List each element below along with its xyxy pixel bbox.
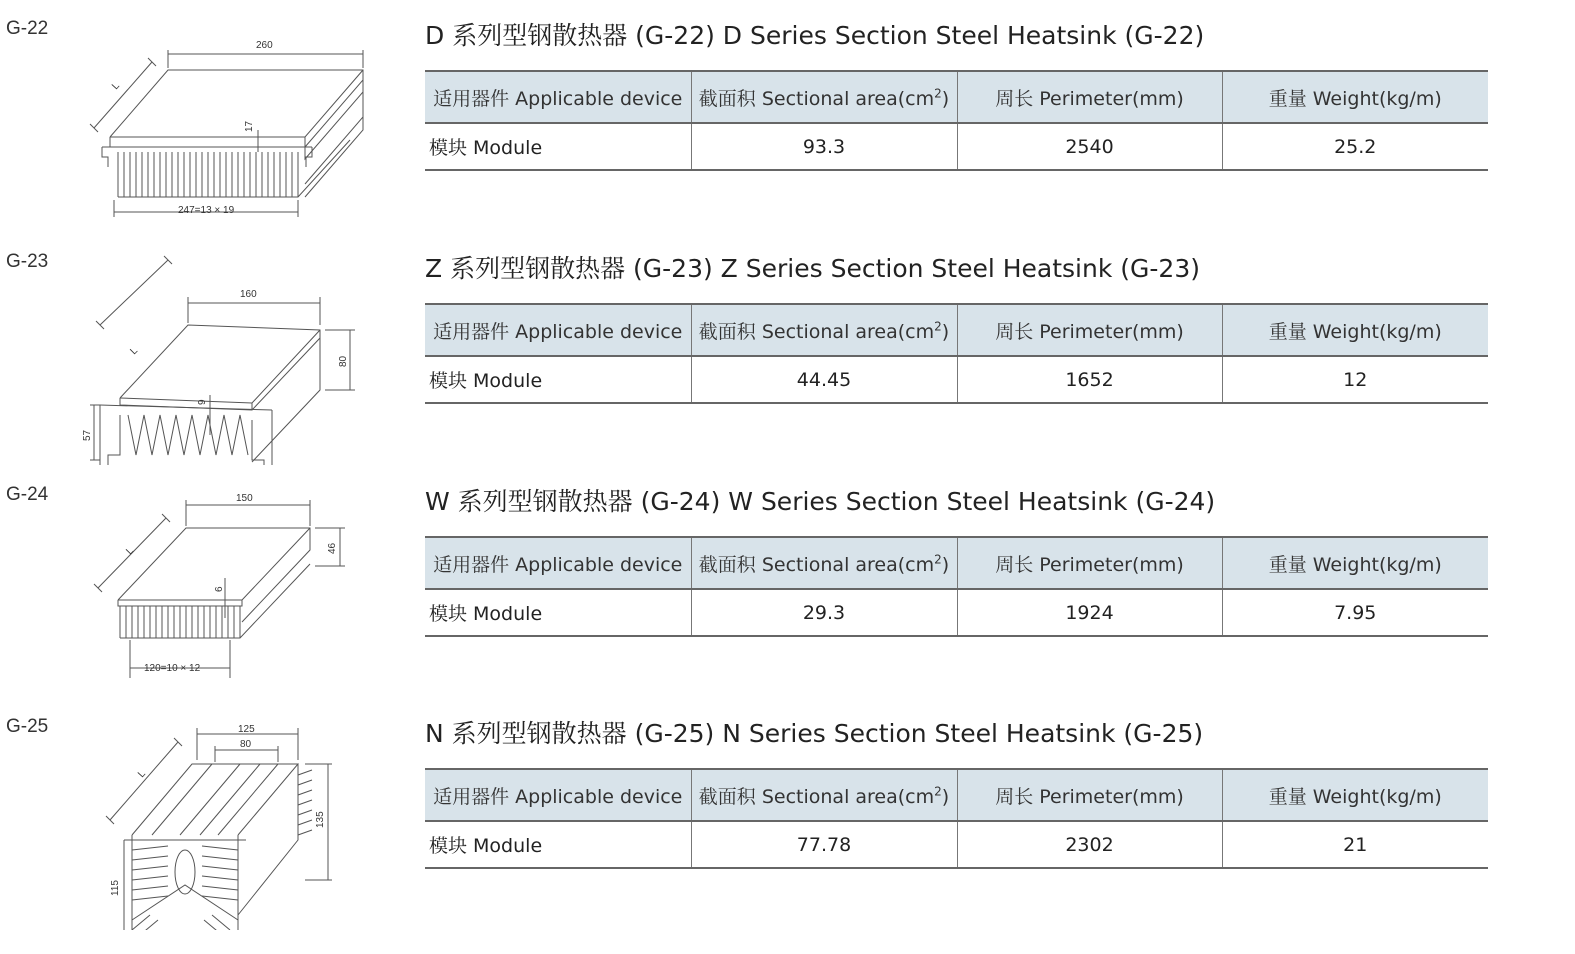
product-g25 xyxy=(0,698,1575,954)
dim-height: 46 xyxy=(327,542,338,554)
dim-base: 120=10 × 12 xyxy=(144,663,201,674)
cell-perimeter: 2540 xyxy=(957,123,1222,170)
dim-depth: L xyxy=(128,345,141,358)
dim-base: 247=13 × 19 xyxy=(178,205,235,216)
product-g22 xyxy=(0,0,1575,232)
header-device: 适用器件 Applicable device xyxy=(425,71,691,123)
dim-height: 80 xyxy=(338,355,349,367)
table-row xyxy=(425,821,1488,868)
product-g24 xyxy=(0,466,1575,698)
spec-table xyxy=(425,303,1488,404)
table-header-row xyxy=(425,304,1488,356)
cell-device: 模块 Module xyxy=(425,589,691,636)
dim-width: 160 xyxy=(240,289,257,300)
header-device: 适用器件 Applicable device xyxy=(425,537,691,589)
cell-perimeter: 1924 xyxy=(957,589,1222,636)
cell-area: 44.45 xyxy=(691,356,957,403)
dim-depth: L xyxy=(124,545,137,558)
dim-fin: 6 xyxy=(214,586,225,592)
dim-fin: 9 xyxy=(197,399,208,405)
table-row xyxy=(425,356,1488,403)
dim-fin: 17 xyxy=(244,120,255,132)
product-title: Z 系列型钢散热器 (G-23) Z Series Section Steel Heatsink (G-23) xyxy=(425,254,1200,283)
spec-table xyxy=(425,536,1488,637)
header-weight: 重量 Weight(kg/m) xyxy=(1222,769,1488,821)
dim-depth: L xyxy=(110,80,122,93)
cell-weight: 7.95 xyxy=(1222,589,1488,636)
dim-side: 115 xyxy=(110,880,121,896)
spec-table xyxy=(425,768,1488,869)
header-weight: 重量 Weight(kg/m) xyxy=(1222,71,1488,123)
spec-table xyxy=(425,70,1488,171)
header-perimeter: 周长 Perimeter(mm) xyxy=(957,71,1222,123)
header-perimeter: 周长 Perimeter(mm) xyxy=(957,769,1222,821)
dim-side: 57 xyxy=(82,429,93,441)
heatsink-drawing-g25 xyxy=(80,720,380,930)
product-title: D 系列型钢散热器 (G-22) D Series Section Steel Heatsink (G-22) xyxy=(425,21,1205,50)
product-code: G-25 xyxy=(6,716,49,737)
table-header-row xyxy=(425,71,1488,123)
heatsink-g25-diagram xyxy=(80,720,380,930)
heatsink-drawing-g23 xyxy=(80,255,380,465)
header-area: 截面积 Sectional $area(cm^2)$ xyxy=(691,537,957,589)
cell-perimeter: 1652 xyxy=(957,356,1222,403)
heatsink-g23-diagram xyxy=(80,255,380,465)
table-row xyxy=(425,589,1488,636)
product-g23 xyxy=(0,233,1575,465)
cell-area: 93.3 xyxy=(691,123,957,170)
cell-weight: 21 xyxy=(1222,821,1488,868)
header-weight: 重量 Weight(kg/m) xyxy=(1222,304,1488,356)
cell-device: 模块 Module xyxy=(425,123,691,170)
cell-device: 模块 Module xyxy=(425,356,691,403)
product-code: G-24 xyxy=(6,484,49,505)
cell-device: 模块 Module xyxy=(425,821,691,868)
cell-area: 29.3 xyxy=(691,589,957,636)
header-area: 截面积 Sectional $area(cm^2)$ xyxy=(691,304,957,356)
dim-depth: L xyxy=(136,768,148,781)
dim-width: 150 xyxy=(236,493,253,504)
product-code: G-23 xyxy=(6,251,49,272)
cell-area: 77.78 xyxy=(691,821,957,868)
dim-width: 125 xyxy=(238,724,255,735)
dim-width: 260 xyxy=(256,40,273,51)
header-area: 截面积 Sectional $area(cm^2)$ xyxy=(691,71,957,123)
header-perimeter: 周长 Perimeter(mm) xyxy=(957,537,1222,589)
header-device: 适用器件 Applicable device xyxy=(425,304,691,356)
table-header-row xyxy=(425,537,1488,589)
dim-inner: 80 xyxy=(240,739,252,750)
heatsink-g22-diagram xyxy=(80,22,380,232)
heatsink-drawing-g22 xyxy=(80,22,380,232)
table-header-row xyxy=(425,769,1488,821)
cell-perimeter: 2302 xyxy=(957,821,1222,868)
cell-weight: 12 xyxy=(1222,356,1488,403)
product-title: W 系列型钢散热器 (G-24) W Series Section Steel Heatsink (G-24) xyxy=(425,487,1216,516)
heatsink-g24-diagram xyxy=(80,488,380,698)
dim-height: 135 xyxy=(315,811,326,828)
header-device: 适用器件 Applicable device xyxy=(425,769,691,821)
header-area: 截面积 Sectional $area(cm^2)$ xyxy=(691,769,957,821)
product-code: G-22 xyxy=(6,18,49,39)
header-weight: 重量 Weight(kg/m) xyxy=(1222,537,1488,589)
table-row xyxy=(425,123,1488,170)
heatsink-drawing-g24 xyxy=(80,488,380,698)
cell-weight: 25.2 xyxy=(1222,123,1488,170)
header-perimeter: 周长 Perimeter(mm) xyxy=(957,304,1222,356)
product-title: N 系列型钢散热器 (G-25) N Series Section Steel Heatsink (G-25) xyxy=(425,719,1204,748)
